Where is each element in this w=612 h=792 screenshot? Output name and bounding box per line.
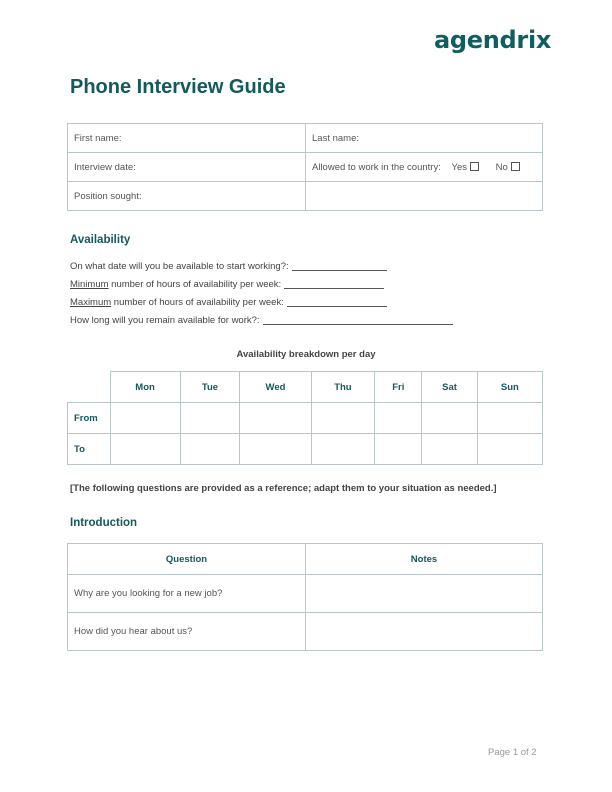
no-checkbox[interactable] xyxy=(511,162,520,171)
duration-question: How long will you remain available for work?: xyxy=(70,315,260,326)
min-hours-line xyxy=(70,278,453,296)
last-name-field[interactable] xyxy=(306,124,543,153)
start-date-question: On what date will you be available to start working?: xyxy=(70,261,289,272)
availability-questions xyxy=(70,260,453,332)
notes-cell[interactable] xyxy=(306,575,543,613)
page-title: Phone Interview Guide xyxy=(70,76,286,98)
no-option[interactable] xyxy=(496,162,520,173)
to-cell[interactable] xyxy=(422,434,477,465)
start-date-line xyxy=(70,260,453,278)
from-cell[interactable] xyxy=(311,403,375,434)
candidate-info-table xyxy=(67,123,543,211)
to-cell[interactable] xyxy=(240,434,311,465)
min-emphasis: Minimum xyxy=(70,279,109,290)
from-cell[interactable] xyxy=(477,403,542,434)
day-header: Tue xyxy=(180,372,240,403)
to-cell[interactable] xyxy=(180,434,240,465)
from-cell[interactable] xyxy=(422,403,477,434)
max-hours-question: number of hours of availability per week: xyxy=(111,297,284,308)
reference-note: [The following questions are provided as a reference; adapt them to your situation as needed.] xyxy=(70,483,497,494)
first-name-field[interactable] xyxy=(68,124,306,153)
position-sought-field[interactable] xyxy=(68,182,306,211)
first-name-label: First name: xyxy=(74,132,122,144)
no-label: No xyxy=(495,161,508,173)
from-cell[interactable] xyxy=(240,403,311,434)
interview-date-label: Interview date: xyxy=(74,161,136,173)
to-cell[interactable] xyxy=(110,434,180,465)
from-cell[interactable] xyxy=(375,403,422,434)
row-label-to: To xyxy=(68,434,111,465)
breakdown-caption: Availability breakdown per day xyxy=(236,349,376,360)
question-cell: How did you hear about us? xyxy=(68,613,306,651)
row-label-from: From xyxy=(68,403,111,434)
max-hours-line xyxy=(70,296,453,314)
interview-date-field[interactable] xyxy=(68,153,306,182)
to-cell[interactable] xyxy=(477,434,542,465)
question-column-header: Question xyxy=(68,544,306,575)
page-number: Page 1 of 2 xyxy=(488,747,537,758)
availability-breakdown-table xyxy=(67,371,543,465)
work-permit-label: Allowed to work in the country: xyxy=(312,161,441,173)
question-cell: Why are you looking for a new job? xyxy=(68,575,306,613)
table-row xyxy=(68,575,543,613)
introduction-table xyxy=(67,543,543,651)
introduction-heading: Introduction xyxy=(70,517,138,529)
from-cell[interactable] xyxy=(110,403,180,434)
min-hours-question: number of hours of availability per week: xyxy=(108,279,282,290)
to-cell[interactable] xyxy=(311,434,375,465)
from-cell[interactable] xyxy=(180,403,240,434)
start-date-blank[interactable] xyxy=(292,260,387,271)
work-permit-field xyxy=(306,153,543,182)
position-sought-label: Position sought: xyxy=(74,190,142,202)
day-header: Sun xyxy=(477,372,542,403)
day-header: Wed xyxy=(240,372,311,403)
corner-cell xyxy=(68,372,111,403)
empty-cell xyxy=(306,182,543,211)
max-hours-blank[interactable] xyxy=(287,296,387,307)
availability-heading: Availability xyxy=(70,234,131,246)
day-header: Thu xyxy=(311,372,375,403)
duration-line xyxy=(70,314,453,332)
to-cell[interactable] xyxy=(375,434,422,465)
notes-column-header: Notes xyxy=(306,544,543,575)
day-header: Mon xyxy=(110,372,180,403)
agendrix-logo: agendrix xyxy=(434,26,552,54)
yes-checkbox[interactable] xyxy=(470,162,479,171)
yes-label: Yes xyxy=(451,161,467,173)
last-name-label: Last name: xyxy=(312,132,359,144)
table-row xyxy=(68,613,543,651)
notes-cell[interactable] xyxy=(306,613,543,651)
day-header: Sat xyxy=(422,372,477,403)
max-emphasis: Maximum xyxy=(70,297,112,308)
day-header: Fri xyxy=(375,372,422,403)
min-hours-blank[interactable] xyxy=(284,278,384,289)
yes-option[interactable] xyxy=(451,162,479,173)
duration-blank[interactable] xyxy=(263,314,453,325)
